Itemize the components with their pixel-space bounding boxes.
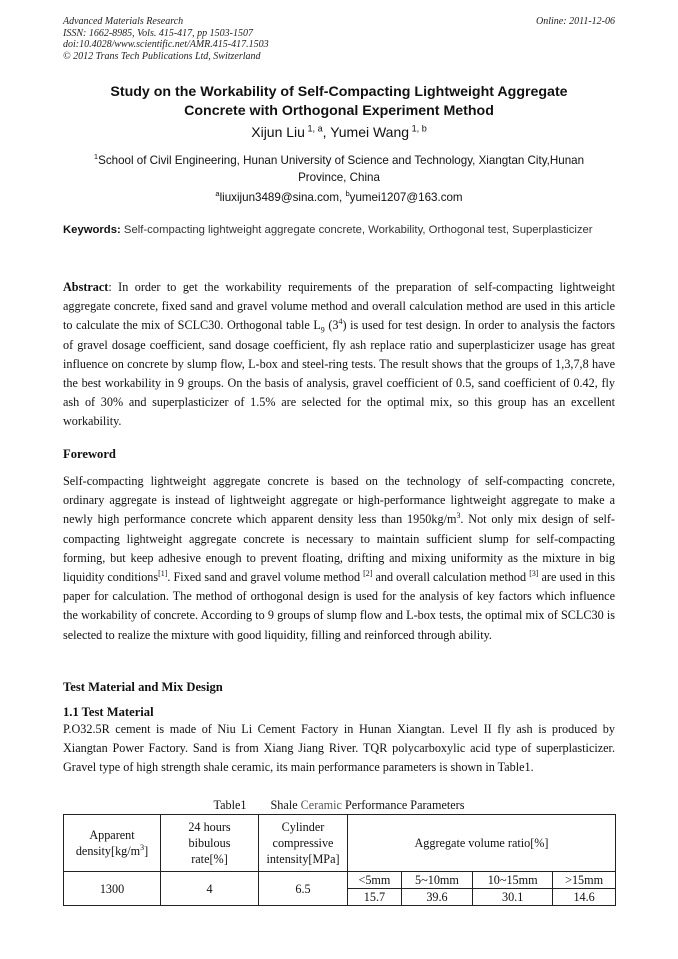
- table-ranges-row: [64, 872, 616, 889]
- header-cell-aggregate: Aggregate volume ratio[%]: [348, 815, 616, 872]
- citation-1[interactable]: [1]: [158, 568, 168, 578]
- affiliation-sup: 1: [93, 152, 99, 162]
- abstract-sup: 4: [338, 317, 343, 327]
- affiliation-line-1: School of Civil Engineering, Hunan University of Science and Technology, Xiangtan City,Hunan: [98, 154, 585, 167]
- author-separator: ,: [322, 124, 331, 140]
- subsection-heading-1-1: 1.1 Test Material: [63, 705, 154, 719]
- abstract-text-1: : In order to get the workability requirements of the preparation of self-compacting lightweight aggregate concrete, fixed sand and gravel volume method and overall calculation method are used in this article to calculate the mix of SCLC30. Orthogonal table L: [63, 280, 615, 333]
- keywords-text: Self-compacting lightweight aggregate concrete, Workability, Orthogonal test, Superplasticizer: [120, 224, 593, 236]
- foreword-text-5: are used in this paper for calculation. The method of orthogonal design is used for the analysis of key factors which influence the workability of concrete. According to 9 groups of slump flow and L-box tests, the optimal mix of SCLC30 is selected to realize the mixture with good liquidity, filling and reinforced through ability.: [63, 570, 615, 642]
- journal-doi[interactable]: doi:10.4028/www.scientific.net/AMR.415-417.1503: [63, 39, 269, 50]
- journal-header: [63, 16, 615, 62]
- cell-ratio-4: 14.6: [553, 889, 616, 906]
- foreword-body: [63, 472, 615, 645]
- cell-ratio-3: 30.1: [473, 889, 553, 906]
- table-caption: [63, 797, 615, 813]
- abstract-text-2: (3: [324, 318, 339, 333]
- abstract-text-3: ) is used for test design. In order to analysis the factors of gravel dosage coefficient, sand dosage coefficient, fly ash replace ratio and superplasticizer usage has great influence on concrete by slump flow, L-box and steel-ring tests. The result shows that the groups of 1,3,7,8 have the best workability in 9 groups. On the basis of analysis, gravel coefficient of 0.5, sand coefficient of 0.42, fly ash of 30% and superplasticizer of 1.5% are selected for the optimal mix, so this group has an excellent workability.: [63, 318, 616, 429]
- shale-ceramic-table: [63, 814, 616, 906]
- author-list: [63, 123, 615, 141]
- table-header-row: [64, 815, 616, 872]
- email-separator: ,: [338, 191, 346, 204]
- header-cell-density: [64, 815, 161, 872]
- affiliation-line-2: Province, China: [298, 171, 380, 184]
- cell-range-1: <5mm: [348, 872, 402, 889]
- header-bibulous-line-2: bibulous: [188, 836, 231, 850]
- journal-copyright: © 2012 Trans Tech Publications Ltd, Switzerland: [63, 50, 261, 62]
- header-cell-cylinder: [259, 815, 348, 872]
- header-density-line-2: density[kg/m: [75, 844, 141, 858]
- header-density-line-1: Apparent: [89, 828, 135, 842]
- author-2-name: Yumei Wang: [330, 124, 410, 140]
- email-b-link[interactable]: yumei1207@163.com: [349, 191, 463, 204]
- abstract-label: Abstract: [63, 280, 109, 294]
- title-line-1: Study on the Workability of Self-Compacting Lightweight Aggregate: [110, 84, 568, 100]
- email-a-link[interactable]: liuxijun3489@sina.com: [219, 191, 339, 204]
- cell-ratio-2: 39.6: [401, 889, 472, 906]
- section-heading-test-material: Test Material and Mix Design: [63, 680, 223, 694]
- foreword-text-4: and overall calculation method: [372, 570, 530, 585]
- header-cylinder-line-2: compressive: [272, 836, 334, 850]
- header-density-line-2-end: ]: [144, 844, 149, 858]
- cell-ratio-1: 15.7: [348, 889, 402, 906]
- foreword-text-1: Self-compacting lightweight aggregate concrete is based on the technology of self-compacting concrete, ordinary aggregate is instead of lightweight aggregate or high-performance lightweight aggregate to make a newly high performance concrete which apparent density less than 1950kg/m: [63, 474, 615, 527]
- table-caption-a: Shale: [270, 798, 301, 812]
- table-caption-b: Ceramic: [300, 798, 342, 812]
- paper-title: [63, 83, 615, 121]
- header-cylinder-line-1: Cylinder: [281, 820, 325, 834]
- header-bibulous-line-1: 24 hours: [188, 820, 231, 834]
- cell-density: 1300: [64, 872, 161, 906]
- header-density-sup: 3: [140, 842, 145, 852]
- abstract: [63, 278, 615, 432]
- online-date: Online: 2011-12-06: [536, 16, 615, 27]
- journal-name: Advanced Materials Research: [63, 16, 184, 27]
- header-bibulous-line-3: rate[%]: [191, 852, 228, 866]
- citation-2[interactable]: [2]: [363, 568, 373, 578]
- author-emails: [63, 189, 615, 206]
- abstract-sub: 9: [320, 325, 325, 335]
- header-cylinder-line-3: intensity[MPa]: [266, 852, 340, 866]
- cell-bibulous: 4: [161, 872, 259, 906]
- email-b-sup: b: [345, 189, 350, 199]
- author-2-sup: 1, b: [411, 123, 427, 134]
- test-material-body: P.O32.5R cement is made of Niu Li Cement Factory in Hunan Xiangtan. Level II fly ash is produced by Xiangtan Power Factory. Sand is from Xiang Jiang River. TQR polycarboxylic acid type of superplasticizer. Gravel type of high strength shale ceramic, its main performance parameters is shown in Table1.: [63, 722, 615, 775]
- keywords-label: Keywords:: [63, 224, 121, 236]
- header-cell-bibulous: [161, 815, 259, 872]
- author-1-name: Xijun Liu: [251, 124, 305, 140]
- keywords: [63, 221, 615, 239]
- author-1-sup: 1, a: [307, 123, 323, 134]
- affiliation: [63, 152, 615, 186]
- foreword-text-2: . Not only mix design of self-compacting lightweight aggregate concrete is necessary to maintain sufficient slump for self-compacting forming, but keep adhesive enough to prevent floating, drifting and mixing uniformity as the mixture in big liquidity conditions: [63, 512, 615, 585]
- email-a-sup: a: [215, 189, 220, 199]
- foreword-sup: 3: [456, 511, 461, 521]
- cell-range-4: >15mm: [553, 872, 616, 889]
- table-caption-label: Table1: [213, 798, 247, 812]
- cell-range-2: 5~10mm: [401, 872, 472, 889]
- foreword-heading: Foreword: [63, 447, 116, 461]
- cell-cylinder: 6.5: [259, 872, 348, 906]
- title-line-2: Concrete with Orthogonal Experiment Method: [184, 103, 494, 119]
- foreword-text-3: . Fixed sand and gravel volume method: [167, 570, 364, 585]
- table-caption-c: Performance Parameters: [341, 798, 465, 812]
- journal-issn: ISSN: 1662-8985, Vols. 415-417, pp 1503-1507: [63, 27, 253, 39]
- citation-3[interactable]: [3]: [529, 568, 539, 578]
- cell-range-3: 10~15mm: [473, 872, 553, 889]
